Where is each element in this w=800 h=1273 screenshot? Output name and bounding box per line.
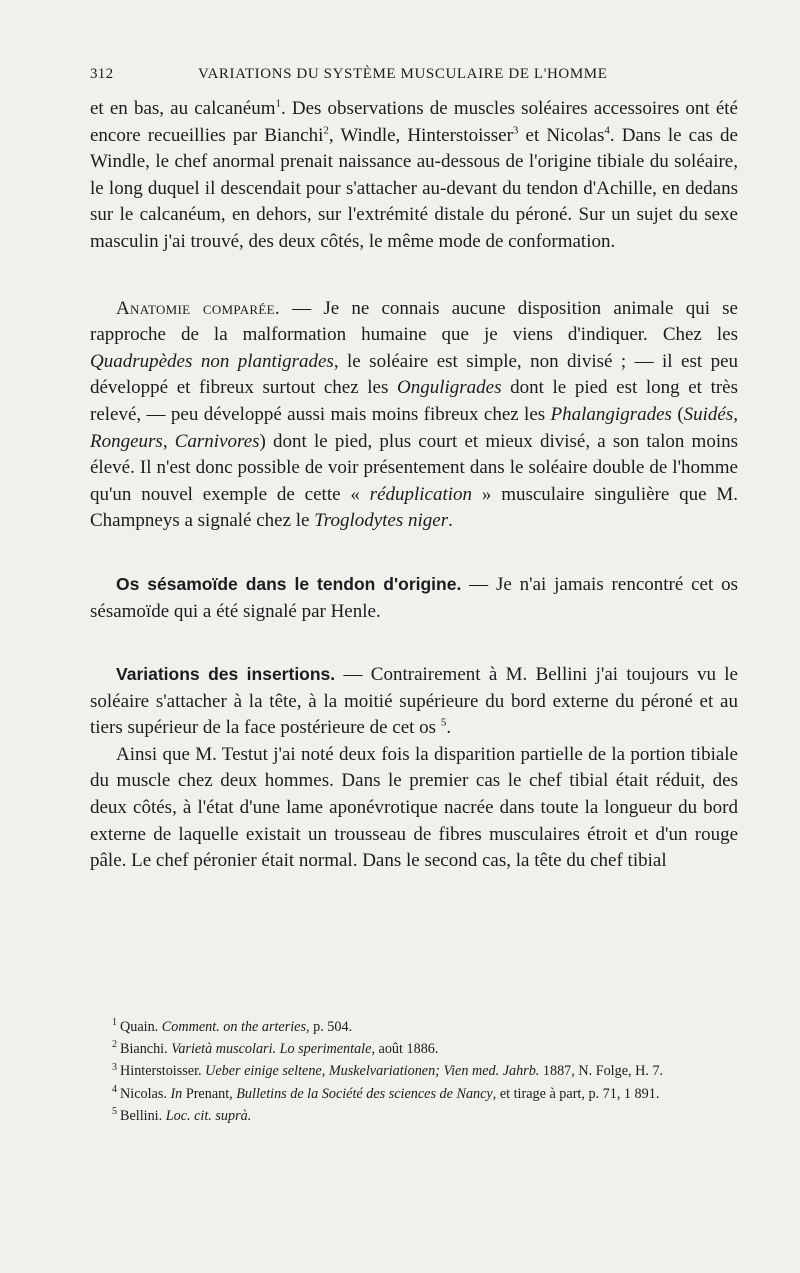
footnote-ref: 4 xyxy=(604,124,610,137)
text-run: et Nicolas xyxy=(518,124,605,146)
footnote xyxy=(90,1062,740,1081)
italic-run: Onguligrades xyxy=(397,377,502,399)
footnote-ref: 3 xyxy=(512,124,519,137)
italic-run: Quadrupèdes non plantigrades xyxy=(90,350,334,372)
text-run: Nicolas. xyxy=(120,1085,171,1102)
text-run: — Je ne connais aucune disposition animale qui se rapproche de la malformation humaine que je viens d'indiquer. Chez les xyxy=(90,297,738,346)
footnote xyxy=(90,1107,740,1126)
footnote-mark: 3 xyxy=(112,1061,117,1073)
footnote xyxy=(90,1018,740,1037)
italic-run: In xyxy=(170,1085,183,1102)
text-run: — Je n'ai jamais rencontré cet os sésamoïde qui a été signalé par Henle. xyxy=(90,573,738,622)
text-run: , p. 504. xyxy=(306,1019,353,1035)
paragraph-variations-insertions xyxy=(90,661,738,742)
text-run: ( xyxy=(671,403,684,425)
footnotes xyxy=(90,1018,740,1129)
section-heading: Variations des insertions. xyxy=(116,664,336,685)
paragraph-anatomie-comparee xyxy=(90,296,738,535)
italic-run: Phalangigrades xyxy=(550,403,672,425)
text-run: . xyxy=(448,510,453,532)
footnote-mark: 1 xyxy=(112,1017,117,1029)
body-text xyxy=(90,96,738,875)
italic-run: Troglodytes niger xyxy=(314,510,449,532)
footnote xyxy=(90,1085,740,1104)
italic-run: Loc. cit. suprà. xyxy=(165,1107,252,1124)
text-run: dont le pied est long et très relevé, — peu développé aussi mais moins fibreux chez les xyxy=(90,377,738,425)
italic-run: Suidés, Rongeurs, Carnivores xyxy=(90,403,739,452)
text-run: 1887, N. Folge, H. 7. xyxy=(539,1063,664,1080)
text-run: , août 1886. xyxy=(371,1041,439,1058)
text-run: . Dans le cas de Windle, le chef anormal prenait naissance au-dessous de l'origine tibiale du soléaire, le long duquel il descendait pour s'attacher au-devant du tendon d'Achille, en dedans sur le calcanéum, en dehors, sur l'extrémité distale du péroné. Sur un sujet du sexe masculin j'ai trouvé, des deux côtés, le même mode de conformation. xyxy=(90,124,738,252)
text-run: Hinterstoisser. xyxy=(120,1063,206,1080)
paragraph-soleaire-accessoire xyxy=(90,96,738,256)
text-run: ) dont le pied, plus court et mieux divisé, a son talon moins élevé. Il n'est donc possible de voir présentement dans le soléaire double de l'homme qu'un nouvel exemple de cette « xyxy=(90,430,738,505)
text-run: Prenant, xyxy=(182,1085,237,1102)
text-run: et en bas, au calcanéum xyxy=(90,98,276,119)
text-run: Quain. xyxy=(120,1019,162,1035)
italic-run: Bulletins de la Société des sciences de Nancy xyxy=(236,1085,493,1102)
text-run: Bellini. xyxy=(120,1107,166,1124)
footnote-ref: 1 xyxy=(275,97,281,110)
text-run: Ainsi que M. Testut j'ai noté deux fois la disparition partielle de la portion tibiale du muscle chez deux hommes. Dans le premier cas le chef tibial était réduit, des deux côtés, à l'état d'une lame aponévrotique nacrée dans toute la longueur du bord externe de laquelle existait un trousseau de fibres musculaires étroit et d'un rouge pâle. Le chef péronier était normal. Dans le second cas, la tête du chef tibial xyxy=(90,743,738,872)
text-run: , Windle, Hinterstoisser xyxy=(328,124,513,146)
italic-run: Ueber einige seltene, Muskelvariationen; Vien med. Jahrb. xyxy=(205,1063,540,1080)
text-run: , le soléaire est simple, non divisé ; — il est peu développé et fibreux surtout chez les xyxy=(90,350,739,399)
text-run: Bianchi. xyxy=(120,1041,172,1058)
text-run: — Contrairement à M. Bellini j'ai toujours vu le soléaire s'attacher à la tête, à la moitié supérieure du bord externe du péroné et au tiers supérieur de la face postérieure de cet os xyxy=(90,664,738,739)
text-run: , et tirage à part, p. 71, 1 891. xyxy=(492,1085,660,1102)
page-number: 312 xyxy=(90,66,114,82)
section-label: Anatomie comparée. xyxy=(116,297,280,319)
footnote-mark: 2 xyxy=(112,1039,117,1051)
footnote-ref: 2 xyxy=(323,124,329,137)
footnote-mark: 5 xyxy=(112,1106,117,1118)
text-run: » musculaire singulière que M. Champneys a signalé chez le xyxy=(90,483,738,532)
italic-run: Comment. on the arteries xyxy=(161,1019,307,1035)
paragraph-testut xyxy=(90,742,738,875)
footnote-mark: 4 xyxy=(112,1083,117,1095)
paragraph-os-sesamoide xyxy=(90,571,738,625)
italic-run: réduplication xyxy=(369,483,473,505)
text-run: . Des observations de muscles soléaires accessoires ont été encore recueillies par Bianchi xyxy=(90,98,738,146)
section-heading: Os sésamoïde dans le tendon d'origine. xyxy=(116,573,462,594)
running-title: VARIATIONS DU SYSTÈME MUSCULAIRE DE L'HOMME xyxy=(198,66,608,82)
footnote xyxy=(90,1040,740,1059)
footnote-ref: 5 xyxy=(440,716,447,729)
text-run: . xyxy=(446,717,452,739)
italic-run: Varietà muscolari. Lo sperimentale xyxy=(171,1041,372,1058)
